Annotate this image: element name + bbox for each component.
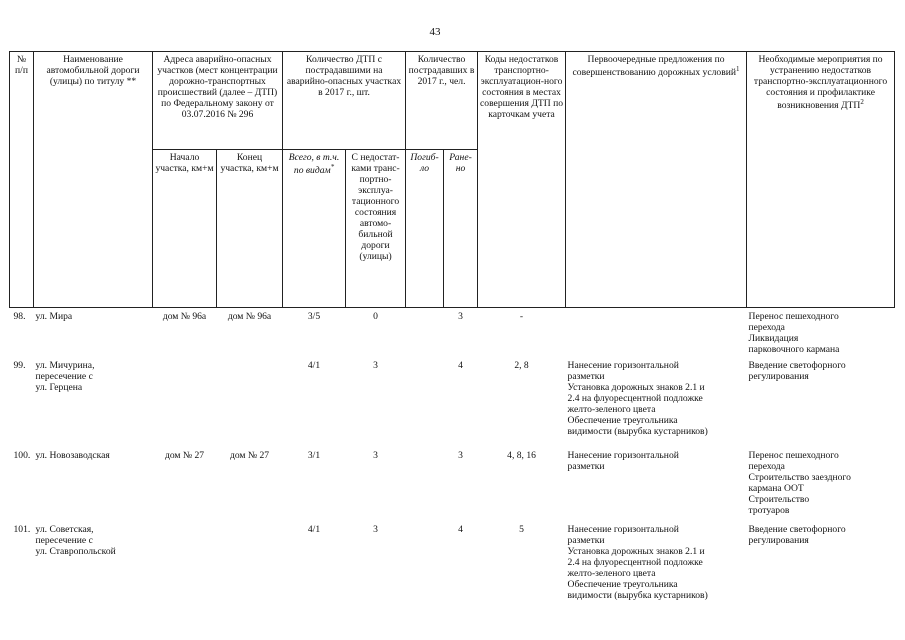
row-proposals-line: видимости (вырубка кустарников) bbox=[567, 426, 708, 438]
header-dtp-total: Всего, в т.ч. по видам* bbox=[283, 150, 346, 308]
row-num: 98. bbox=[13, 311, 26, 322]
row-proposals-line: разметки bbox=[567, 461, 605, 473]
row-start bbox=[153, 521, 217, 611]
row-road-name-line: ул. Ставропольской bbox=[35, 546, 116, 558]
row-codes: - bbox=[519, 311, 524, 322]
row-proposals-line: разметки bbox=[567, 535, 605, 547]
row-num: 101. bbox=[13, 524, 31, 536]
table-row bbox=[10, 308, 895, 358]
row-injured: 4 bbox=[458, 360, 463, 372]
row-measures bbox=[747, 308, 895, 358]
row-road-name-line: пересечение с bbox=[35, 535, 93, 547]
row-dtp-defects: 3 bbox=[373, 524, 378, 536]
row-proposals bbox=[566, 357, 747, 447]
row-start: дом № 27 bbox=[164, 450, 205, 462]
header-address: Адреса аварийно-опасных участков (мест концентрации дорожно-транспортных происшествий (далее – ДТП) по Федеральному закону от 03.07.2016 № 296 bbox=[153, 52, 283, 150]
table-header bbox=[10, 52, 895, 308]
row-road-name-line: ул. Новозаводская bbox=[35, 450, 110, 462]
row-proposals-line: Нанесение горизонтальной bbox=[567, 450, 679, 462]
table-row bbox=[10, 357, 895, 447]
row-killed bbox=[406, 521, 444, 611]
row-road-name-line: ул. Мира bbox=[35, 311, 73, 322]
row-measures-line: Перенос пешеходного bbox=[748, 450, 839, 462]
row-killed bbox=[406, 447, 444, 521]
row-proposals-line: разметки bbox=[567, 371, 605, 383]
row-road-name-line: пересечение с bbox=[35, 371, 93, 383]
row-measures-line: Перенос пешеходного bbox=[748, 311, 839, 322]
row-killed bbox=[406, 308, 444, 358]
row-road-name-line: ул. Советская, bbox=[35, 524, 94, 536]
header-address-start: Начало участка, км+м bbox=[153, 150, 217, 308]
row-dtp-defects: 0 bbox=[373, 311, 378, 322]
row-proposals-line: Нанесение горизонтальной bbox=[567, 360, 679, 372]
row-measures-line: тротуаров bbox=[748, 505, 790, 517]
row-measures-line: регулирования bbox=[748, 535, 809, 547]
header-measures: Необходимые мероприятия по устранению недостатков транспортно-эксплуатационного состояния и профилактике возникновения ДТП$^2$ bbox=[747, 52, 895, 308]
header-codes: Коды недостатков транспортно-эксплуатацион-ного состояния в местах совершения ДТП по карточкам учета bbox=[478, 52, 566, 308]
row-measures-line: Строительство bbox=[748, 494, 810, 506]
row-proposals-line: 2.4 на флуоресцентной подложке bbox=[567, 393, 703, 405]
row-proposals-line: желто-зеленого цвета bbox=[567, 568, 656, 580]
row-proposals-line: Обеспечение треугольника bbox=[567, 415, 678, 427]
row-proposals-line: 2.4 на флуоресцентной подложке bbox=[567, 557, 703, 569]
row-end: дом № 96а bbox=[227, 311, 272, 322]
row-measures-line: кармана ООТ bbox=[748, 483, 804, 495]
row-dtp-defects: 3 bbox=[373, 360, 378, 372]
row-start bbox=[153, 357, 217, 447]
row-measures-line: перехода bbox=[748, 322, 785, 334]
row-dtp-defects: 3 bbox=[373, 450, 378, 462]
row-measures-line: Введение светофорного bbox=[748, 524, 846, 536]
table-row bbox=[10, 447, 895, 521]
row-codes: 4, 8, 16 bbox=[507, 450, 536, 462]
row-dtp-total: 3/5 bbox=[307, 311, 321, 322]
row-codes: 2, 8 bbox=[514, 360, 529, 372]
row-end bbox=[217, 357, 283, 447]
header-victims: Количество пострадавших в 2017 г., чел. bbox=[406, 52, 478, 150]
row-road-name bbox=[34, 447, 153, 521]
row-measures bbox=[747, 357, 895, 447]
row-measures bbox=[747, 521, 895, 611]
row-dtp-total: 4/1 bbox=[307, 524, 321, 536]
table-row bbox=[10, 521, 895, 611]
row-injured: 3 bbox=[458, 311, 463, 322]
header-dtp-defects: С недостат-ками транс-портно-эксплуа-тационного состояния автомо-бильной дороги (улицы) bbox=[346, 150, 406, 308]
dtp-table bbox=[9, 51, 895, 611]
row-measures bbox=[747, 447, 895, 521]
row-road-name bbox=[34, 357, 153, 447]
row-road-name-line: ул. Мичурина, bbox=[35, 360, 95, 372]
row-injured: 4 bbox=[458, 524, 463, 536]
row-num: 99. bbox=[13, 360, 26, 372]
row-codes: 5 bbox=[519, 524, 524, 536]
row-measures-line: Введение светофорного bbox=[748, 360, 846, 372]
row-end: дом № 27 bbox=[229, 450, 270, 462]
row-proposals-line: Установка дорожных знаков 2.1 и bbox=[567, 382, 705, 394]
table-body bbox=[10, 308, 895, 612]
row-road-name bbox=[34, 308, 153, 358]
row-proposals-line: Обеспечение треугольника bbox=[567, 579, 678, 591]
row-proposals-line: видимости (вырубка кустарников) bbox=[567, 590, 708, 602]
row-road-name-line: ул. Герцена bbox=[35, 382, 83, 394]
header-dtp-count: Количество ДТП с пострадавшими на аварийно-опасных участках в 2017 г., шт. bbox=[283, 52, 406, 150]
row-measures-line: парковочного кармана bbox=[748, 344, 840, 356]
row-proposals bbox=[566, 308, 747, 358]
header-num: № п/п bbox=[10, 52, 34, 308]
row-dtp-total: 3/1 bbox=[307, 450, 321, 462]
row-measures-line: Строительство заездного bbox=[748, 472, 851, 484]
row-injured: 3 bbox=[458, 450, 463, 462]
row-dtp-total: 4/1 bbox=[307, 360, 321, 372]
header-victims-killed: Погиб-ло bbox=[406, 150, 444, 308]
row-proposals bbox=[566, 521, 747, 611]
row-proposals-line: желто-зеленого цвета bbox=[567, 404, 656, 416]
row-proposals bbox=[566, 447, 747, 521]
row-road-name bbox=[34, 521, 153, 611]
row-end bbox=[217, 521, 283, 611]
row-proposals-line: Нанесение горизонтальной bbox=[567, 524, 679, 536]
row-num: 100. bbox=[13, 450, 31, 462]
row-measures-line: Ликвидация bbox=[748, 333, 799, 345]
header-address-end: Конец участка, км+м bbox=[217, 150, 283, 308]
header-proposals: Первоочередные предложения по совершенствованию дорожных условий$^1$ bbox=[566, 52, 747, 308]
header-road-name: Наименование автомобильной дороги (улицы) по титулу ** bbox=[34, 52, 153, 308]
row-measures-line: регулирования bbox=[748, 371, 809, 383]
row-start: дом № 96а bbox=[162, 311, 207, 322]
row-proposals-line: Установка дорожных знаков 2.1 и bbox=[567, 546, 705, 558]
page-number: 43 bbox=[429, 26, 441, 38]
row-killed bbox=[406, 357, 444, 447]
header-victims-injured: Ране-но bbox=[444, 150, 478, 308]
row-measures-line: перехода bbox=[748, 461, 785, 473]
